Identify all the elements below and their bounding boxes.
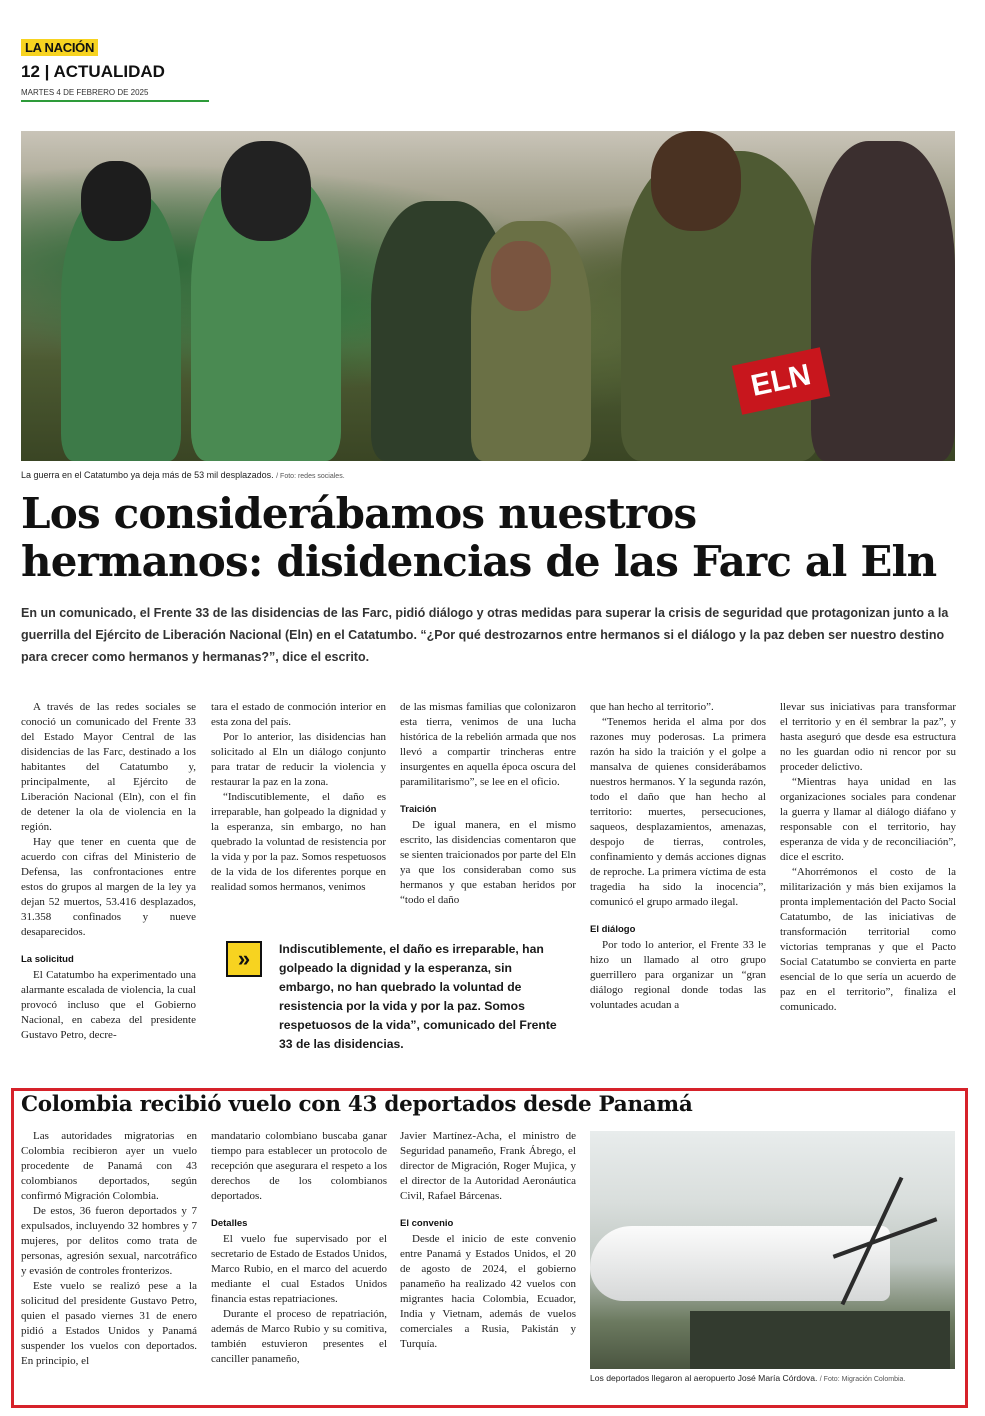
article-column-4: que han hecho al territorio”. “Tenemos herida el alma por dos razones muy poderosas. La primera razón ha sido la traición y el golpe a mansalva de quienes considerábamos nuestros hermanos. Y la segunda razón, todo el daño que han hecho al territorio: muertes, persecuciones, saqueos, desplazamientos, amenazas, despojo de tierras, controles, confinamiento y demás acciones dignas de reproche. La primera víctima de esta tragedia ha sido la inocencia”, comunicó el grupo armado ilegal. El diálogo Por todo lo anterior, el Frente 33 le hizo un llamado al otro grupo guerrillero para organizar un “gran diálogo regional donde todas las voluntades acudan a — [590, 701, 766, 1011]
airplane-shape — [590, 1226, 890, 1301]
crowd-shape — [690, 1311, 950, 1369]
figure-shape — [491, 241, 551, 311]
box-column-3: Javier Martínez-Acha, el ministro de Seguridad panameño, Frank Ábrego, el director de Migración, Roger Mujica, y el director de la Autoridad Aeronáutica Civil, Rafael Bárcenas. El convenio Desde el inicio de este convenio entre Panamá y Estados Unidos, el 20 de agosto de 2024, el gobierno panameño ha realizado 42 vuelos con migrantes hacia Colombia, Ecuador, India y Vietnam, además de vuelos comerciales a Rusia, Pakistán y Turquía. — [400, 1130, 576, 1350]
header-rule — [21, 100, 209, 102]
airport-photo — [590, 1131, 955, 1369]
dateline: MARTES 4 DE FEBRERO DE 2025 — [21, 88, 149, 97]
headline: Los considerábamos nuestros hermanos: disidencias de las Farc al Eln — [21, 489, 937, 586]
article-column-3: de las mismas familias que colonizaron esta tierra, venimos de una lucha histórica de la rebelión armada que nos llevó a compartir trincheras entre insurgentes en aquella época oscura del paramilitarismo”, se lee en el oficio. Traición De igual manera, en el mismo escrito, las disidencias comentaron que se sienten traicionados por parte del Eln ya que los consideraban como sus hermanos y que estaban heridos por “todo el daño — [400, 701, 576, 906]
box-column-1: Las autoridades migratorias en Colombia recibieron ayer un vuelo procedente de Panamá con 43 colombianos deportados, según confirmó Migración Colombia. De estos, 36 fueron deportados y 7 expulsados, incluyendo 32 hombres y 7 mujeres, por delitos como trata de personas, agresión sexual, narcotráfico y evasión de controles fronterizos. Este vuelo se realizó pese a la solicitud del presidente Gustavo Petro, quien el pasado viernes 31 de enero pidió a Estados Unidos y Panamá suspender los vuelos con deportados. En principio, el — [21, 1130, 197, 1367]
eln-armband: ELN — [732, 347, 830, 415]
article-column-2: tara el estado de conmoción interior en esta zona del país. Por lo anterior, las disidencias han solicitado al Eln un diálogo conjunto para tratar de reducir la violencia y restaurar la paz en la zona. “Indiscutiblemente, el daño es irreparable, han golpeado la dignidad y la esperanza, sin embargo, no han quebrado la voluntad de resistencia por la vida y por la paz. Somos respetuosos de la vida de los diferentes porque en realidad somos hermanos, venimos — [211, 701, 386, 893]
sidebar-story-title: Colombia recibió vuelo con 43 deportados desde Panamá — [21, 1092, 693, 1117]
article-column-5: llevar sus iniciativas para transformar el territorio y en él sembrar la paz”, y hasta aseguró que desde esa estructura no les guardan odio ni rencor por su proceder delictivo. “Mientras haya unidad en las organizaciones sociales para condenar la guerra y llamar al diálogo diáfano y responsable con el territorio, hay esperanza de vida y de reconciliación”, dice el escrito. “Ahorrémonos el costo de la militarización y más bien exijamos la pronta implementación del Pacto Social Catatumbo, de las iniciativas de transformación territorial como victorias tempranas y que el Pacto Social Catatumbo se convierta en parte esencial de lo que sería un acuerdo de paz en el territorio”, finaliza el comunicado. — [780, 701, 956, 1013]
main-photo — [21, 131, 955, 461]
section-label: 12 | ACTUALIDAD — [21, 62, 165, 81]
box-column-2: mandatario colombiano buscaba ganar tiempo para establecer un protocolo de recepción que asegurara el respeto a los derechos de los colombianos deportados. Detalles El vuelo fue supervisado por el secretario de Estado de Estados Unidos, Marco Rubio, en el marco del acuerdo mediante el cual Estados Unidos financia estas repatriaciones. Durante el proceso de repatriación, además de Marco Rubio y su comitiva, también estuvieron presentes el canciller panameño, — [211, 1130, 387, 1365]
quote-arrow-icon: » — [226, 941, 262, 977]
figure-shape — [221, 141, 311, 241]
airport-photo-caption: Los deportados llegaron al aeropuerto José María Córdova. / Foto: Migración Colombia. — [590, 1373, 906, 1383]
figure-shape — [81, 161, 151, 241]
lead-paragraph: En un comunicado, el Frente 33 de las disidencias de las Farc, pidió diálogo y otras medidas para superar la crisis de seguridad que protagonizan junto a la guerrilla del Ejército de Liberación Nacional (Eln) en el Catatumbo. “¿Por qué destrozarnos entre hermanos si el diálogo y la paz deben ser nuestro destino para crecer como hermanos y hermanas?”, dice el escrito. — [21, 606, 949, 664]
article-column-1: A través de las redes sociales se conoció un comunicado del Frente 33 del Estado Mayor Central de las disidencias de las Farc, destinado a los habitantes del Catatumbo y, principalmente, al Ejército de Liberación Nacional (Eln), con el fin de detener la ola de violencia en la región. Hay que tener en cuenta que de acuerdo con cifras del Ministerio de Defensa, las confrontaciones entre estos do grupos al margen de la ley ya dejan 52 muertos, 53.416 desplazados, 31.358 confinados y nueve desaparecidos. La solicitud El Catatumbo ha experimentado una alarmante escalada de violencia, la cual provocó incluso que el Gobierno Nacional, en cabeza del presidente Gustavo Petro, decre- — [21, 701, 196, 1041]
pull-quote: Indiscutiblemente, el daño es irreparable, han golpeado la dignidad y la esperanza, sin embargo, no han quebrado la voluntad de resistencia por la vida y por la paz. Somos respetuosos de la vida”, comunicado del Frente 33 de las disidencias. — [279, 942, 557, 1051]
figure-shape — [811, 141, 955, 461]
figure-shape — [651, 131, 741, 231]
photo-caption: La guerra en el Catatumbo ya deja más de 53 mil desplazados. / Foto: redes sociales. — [21, 470, 345, 480]
newspaper-logo: LA NACIÓN — [21, 39, 98, 56]
